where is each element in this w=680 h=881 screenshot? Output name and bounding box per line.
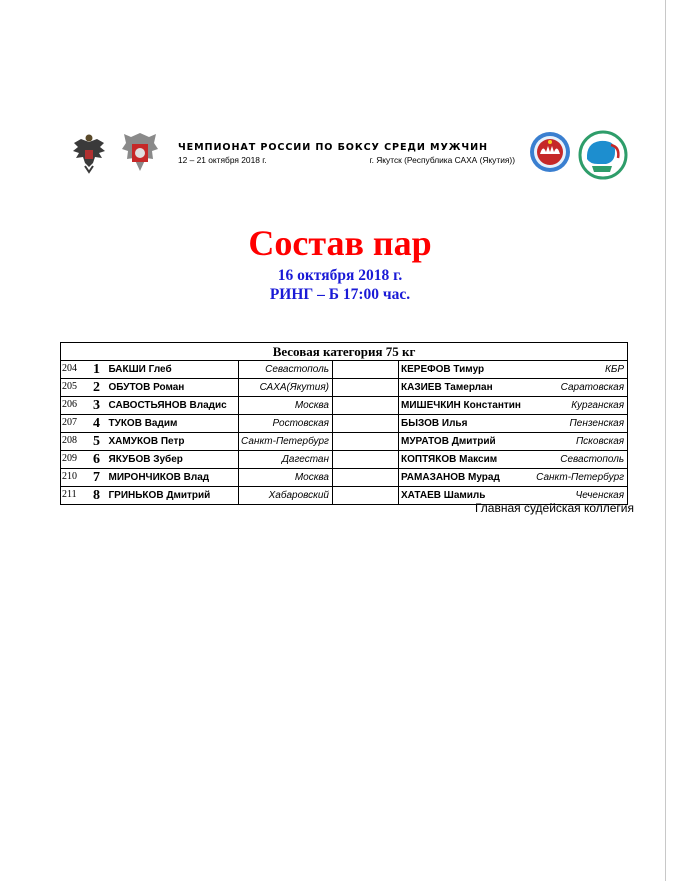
bout-number: 205	[61, 379, 87, 397]
bout-row	[61, 451, 628, 469]
pair-number: 5	[87, 433, 107, 451]
gap	[333, 433, 399, 451]
bout-number: 204	[61, 361, 87, 379]
red-corner-name: ЯКУБОВ Зубер	[107, 451, 239, 469]
blue-corner-name: КОПТЯКОВ Максим	[399, 451, 531, 469]
sports-ministry-emblem-icon	[120, 131, 160, 176]
gap	[333, 487, 399, 505]
blue-corner-name: ХАТАЕВ Шамиль	[399, 487, 531, 505]
blue-corner-region: Псковская	[531, 433, 628, 451]
blue-corner-name: КАЗИЕВ Тамерлан	[399, 379, 531, 397]
blue-corner-name: БЫЗОВ Илья	[399, 415, 531, 433]
red-corner-region: Севастополь	[239, 361, 333, 379]
red-corner-region: Дагестан	[239, 451, 333, 469]
red-corner-name: БАКШИ Глеб	[107, 361, 239, 379]
weight-category: Весовая категория 75 кг	[61, 343, 628, 361]
gap	[333, 379, 399, 397]
gap	[333, 451, 399, 469]
gap	[333, 415, 399, 433]
red-corner-region: Ростовская	[239, 415, 333, 433]
pair-number: 2	[87, 379, 107, 397]
bout-number: 206	[61, 397, 87, 415]
gap	[333, 361, 399, 379]
bout-row	[61, 397, 628, 415]
boxing-federation-logo-icon	[578, 130, 628, 180]
judges-signature: Главная судейская коллегия	[474, 501, 634, 515]
pair-number: 4	[87, 415, 107, 433]
bout-number: 207	[61, 415, 87, 433]
red-corner-region: САХА(Якутия)	[239, 379, 333, 397]
championship-place: г. Якутск (Республика САХА (Якутия))	[369, 155, 515, 165]
red-corner-name: МИРОНЧИКОВ Влад	[107, 469, 239, 487]
pair-number: 8	[87, 487, 107, 505]
blue-corner-region: Курганская	[531, 397, 628, 415]
red-corner-region: Санкт-Петербург	[239, 433, 333, 451]
championship-dates: 12 – 21 октября 2018 г.	[178, 155, 267, 165]
blue-corner-region: Севастополь	[531, 451, 628, 469]
blue-corner-name: МИШЕЧКИН Константин	[399, 397, 531, 415]
bouts-list	[61, 361, 628, 505]
pair-number: 6	[87, 451, 107, 469]
red-corner-name: ХАМУКОВ Петр	[107, 433, 239, 451]
blue-corner-region: КБР	[531, 361, 628, 379]
bout-row	[61, 415, 628, 433]
bout-row	[61, 361, 628, 379]
blue-corner-region: Саратовская	[531, 379, 628, 397]
red-corner-name: ТУКОВ Вадим	[107, 415, 239, 433]
sakha-republic-emblem-icon	[528, 130, 572, 174]
ring-time: РИНГ – Б 17:00 час.	[269, 286, 411, 303]
red-corner-region: Москва	[239, 469, 333, 487]
gap	[333, 469, 399, 487]
red-corner-region: Москва	[239, 397, 333, 415]
bout-row	[61, 433, 628, 451]
gap	[333, 397, 399, 415]
pairs-table	[60, 342, 628, 505]
pair-number: 7	[87, 469, 107, 487]
bout-row	[61, 469, 628, 487]
blue-corner-region: Пензенская	[531, 415, 628, 433]
red-corner-name: ОБУТОВ Роман	[107, 379, 239, 397]
red-corner-region: Хабаровский	[239, 487, 333, 505]
page-edge	[665, 0, 666, 881]
bout-number: 208	[61, 433, 87, 451]
blue-corner-name: МУРАТОВ Дмитрий	[399, 433, 531, 451]
pair-number: 3	[87, 397, 107, 415]
russia-coat-of-arms-icon	[70, 133, 108, 175]
blue-corner-name: РАМАЗАНОВ Мурад	[399, 469, 531, 487]
red-corner-name: САВОСТЬЯНОВ Владис	[107, 397, 239, 415]
blue-corner-region: Чеченская	[531, 487, 628, 505]
red-corner-name: ГРИНЬКОВ Дмитрий	[107, 487, 239, 505]
championship-title: ЧЕМПИОНАТ РОССИИ ПО БОКСУ СРЕДИ МУЖЧИН	[178, 142, 488, 153]
bout-number: 210	[61, 469, 87, 487]
blue-corner-region: Санкт-Петербург	[531, 469, 628, 487]
blue-corner-name: КЕРЕФОВ Тимур	[399, 361, 531, 379]
bout-row	[61, 379, 628, 397]
pair-number: 1	[87, 361, 107, 379]
bout-number: 209	[61, 451, 87, 469]
bout-number: 211	[61, 487, 87, 505]
event-date: 16 октября 2018 г.	[277, 267, 403, 284]
page-title: Состав пар	[248, 223, 432, 263]
